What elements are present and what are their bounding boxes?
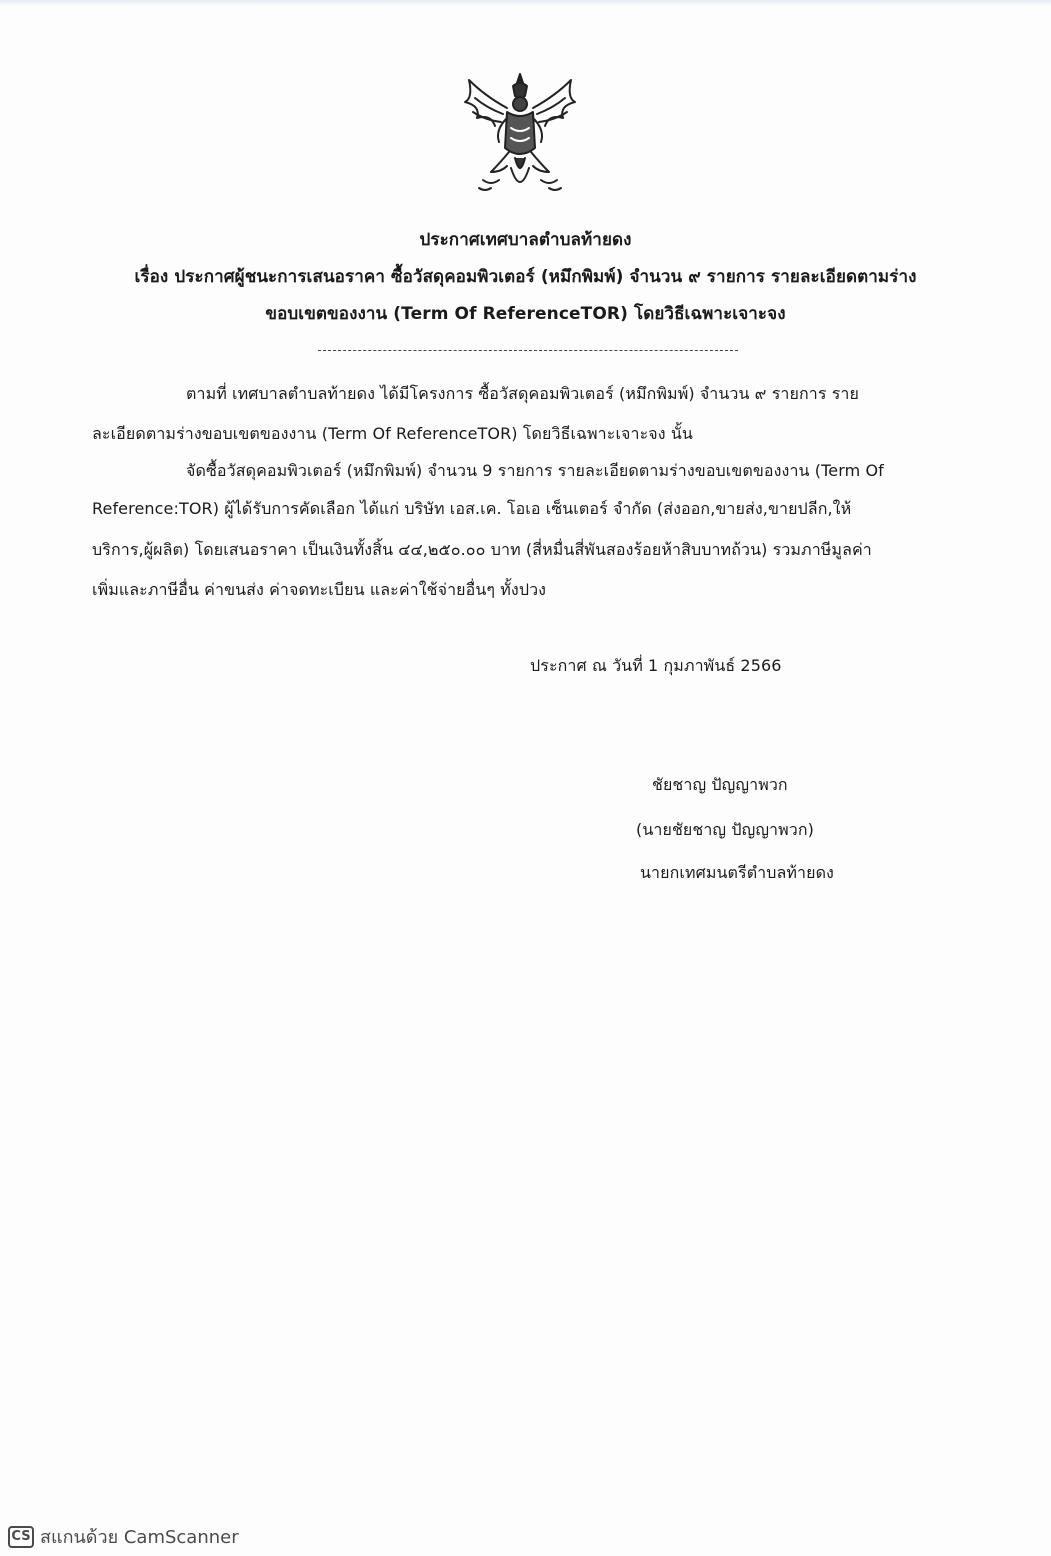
signature-title: นายกเทศมนตรีตำบลท้ายดง <box>640 863 834 882</box>
signature-name: ชัยชาญ ปัญญาพวก <box>652 775 788 794</box>
paragraph-2-line-2: Reference:TOR) ผู้ได้รับการคัดเลือก ได้แก่ บริษัท เอส.เค. โอเอ เซ็นเตอร์ จำกัด (ส่งออก,ขายส่ง,ขายปลีก,ให้ <box>92 499 852 518</box>
dashed-divider <box>318 350 738 351</box>
announcement-date: ประกาศ ณ วันที่ 1 กุมภาพันธ์ 2566 <box>530 656 782 675</box>
camscanner-text: สแกนด้วย CamScanner <box>40 1527 239 1548</box>
paragraph-2-line-1: จัดซื้อวัสดุคอมพิวเตอร์ (หมึกพิมพ์) จำนวน 9 รายการ รายละเอียดตามร่างขอบเขตของงาน (Term Of <box>186 461 884 480</box>
paragraph-1-line-2: ละเอียดตามร่างขอบเขตของงาน (Term Of ReferenceTOR) โดยวิธีเฉพาะเจาะจง นั้น <box>92 424 693 443</box>
announcement-subject-line-2: ขอบเขตของงาน (Term Of ReferenceTOR) โดยวิธีเฉพาะเจาะจง <box>265 304 786 324</box>
paragraph-1-line-1: ตามที่ เทศบาลตำบลท้ายดง ได้มีโครงการ ซื้อวัสดุคอมพิวเตอร์ (หมึกพิมพ์) จำนวน ๙ รายการ ราย <box>186 384 859 403</box>
camscanner-logo-icon: CS <box>8 1526 34 1548</box>
announcement-subject-line-1: เรื่อง ประกาศผู้ชนะการเสนอราคา ซื้อวัสดุคอมพิวเตอร์ (หมึกพิมพ์) จำนวน ๙ รายการ รายละเอียดตามร่าง <box>134 267 917 287</box>
paragraph-2-line-4: เพิ่มและภาษีอื่น ค่าขนส่ง ค่าจดทะเบียน และค่าใช้จ่ายอื่นๆ ทั้งปวง <box>92 580 547 599</box>
garuda-emblem-icon <box>455 68 585 204</box>
scan-edge <box>0 0 1051 6</box>
camscanner-footer <box>8 1522 239 1551</box>
announcement-title: ประกาศเทศบาลตำบลท้ายดง <box>419 230 632 250</box>
signature-full-name: (นายชัยชาญ ปัญญาพวก) <box>636 820 815 839</box>
paragraph-2-line-3: บริการ,ผู้ผลิต) โดยเสนอราคา เป็นเงินทั้งสิ้น ๔๔,๒๕๐.๐๐ บาท (สี่หมื่นสี่พันสองร้อยห้าสิบบาทถ้วน) รวมภาษีมูลค่า <box>92 540 872 559</box>
